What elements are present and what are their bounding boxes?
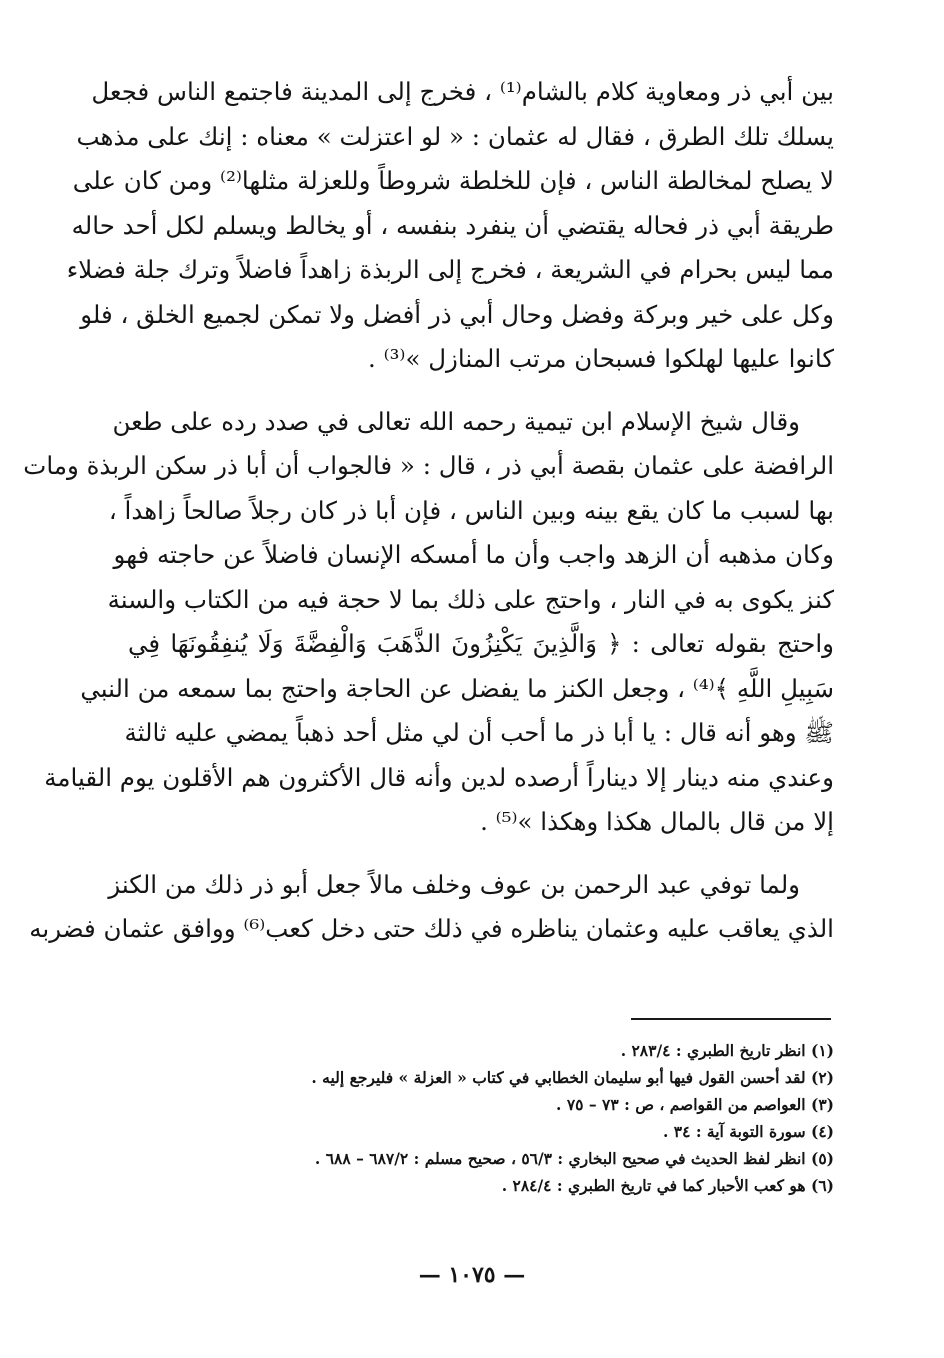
text-line: الذي يعاقب عليه وعثمان يناظره في ذلك حتى دخل كعب⁽⁶⁾ ووافق عثمان فضربه	[29, 914, 834, 943]
text-line: بين أبي ذر ومعاوية كلام بالشام⁽¹⁾ ، فخرج إلى المدينة فاجتمع الناس فجعل	[91, 77, 834, 106]
text-line: كانوا عليها لهلكوا فسبحان مرتب المنازل »⁽³⁾ .	[368, 344, 834, 373]
text-line: ﷺ وهو أنه قال : يا أبا ذر ما أحب أن لي مثل أحد ذهباً يمضي عليه ثالثة	[124, 718, 834, 747]
text-line: كنز يكوى به في النار ، واحتج على ذلك بما لا حجة فيه من الكتاب والسنة	[107, 584, 834, 614]
text-line: وقال شيخ الإسلام ابن تيمية رحمه الله تعالى في صدد رده على طعن	[112, 406, 800, 436]
text-line: بها لسبب ما كان يقع بينه وبين الناس ، فإن أبا ذر كان رجلاً صالحاً زاهداً ،	[108, 495, 834, 525]
footnote-2: (٢) لقد أحسن القول فيها أبو سليمان الخطابي في كتاب « العزلة » فليرجع إليه .	[311, 1068, 834, 1087]
paragraph-2	[23, 400, 834, 845]
text-line: وكان مذهبه أن الزهد واجب وأن ما أمسكه الإنسان فاضلاً عن حاجته فهو	[113, 540, 834, 569]
paragraph-3	[29, 863, 834, 952]
text-line: الرافضة على عثمان بقصة أبي ذر ، قال : « فالجواب أن أبا ذر سكن الربذة ومات	[23, 451, 834, 480]
footnote-5: (٥) انظر لفظ الحديث في صحيح البخاري : ٥٦/٣ ، صحيح مسلم : ٦٨٧/٢ – ٦٨٨ .	[314, 1149, 834, 1168]
text-line: يسلك تلك الطرق ، فقال له عثمان : « لو اعتزلت » معناه : إنك على مذهب	[76, 121, 834, 151]
footnote-1: (١) انظر تاريخ الطبري : ٢٨٣/٤ .	[620, 1041, 834, 1060]
quran-verse-line: سَبِيلِ اللَّهِ ﴾⁽⁴⁾ ، وجعل الكنز ما يفضل عن الحاجة واحتج بما سمعه من النبي	[80, 673, 834, 703]
footnote-6: (٦) هو كعب الأحبار كما في تاريخ الطبري : ٢٨٤/٤ .	[501, 1176, 834, 1195]
text-line: ولما توفي عبد الرحمن بن عوف وخلف مالاً جعل أبو ذر ذلك من الكنز	[108, 869, 800, 899]
page-number: — ١٠٧٥ —	[418, 1262, 526, 1288]
footnote-separator	[631, 1018, 831, 1020]
text-line: مما ليس بحرام في الشريعة ، فخرج إلى الربذة زاهداً فاضلاً وترك جلة فضلاء	[66, 255, 834, 284]
paragraph-1	[66, 70, 834, 382]
quran-verse-line: واحتج بقوله تعالى : ﴿ وَالَّذِينَ يَكْنِزُونَ الذَّهَبَ وَالْفِضَّةَ وَلَا يُنفِقُونَهَا فِي	[128, 629, 834, 658]
text-line: وعندي منه دينار إلا ديناراً أرصده لدين وأنه قال الأكثرون هم الأقلون يوم القيامة	[44, 762, 834, 792]
text-line: لا يصلح لمخالطة الناس ، فإن للخلطة شروطاً وللعزلة مثلها⁽²⁾ ومن كان على	[72, 166, 834, 195]
footnotes	[128, 1037, 834, 1199]
text-line: إلا من قال بالمال هكذا وهكذا »⁽⁵⁾ .	[480, 807, 834, 836]
text-line: طريقة أبي ذر فحاله يقتضي أن ينفرد بنفسه ، أو يخالط ويسلم لكل أحد حاله	[71, 210, 834, 240]
text-line: وكل على خير وبركة وفضل وحال أبي ذر أفضل ولا تمكن لجميع الخلق ، فلو	[80, 299, 834, 329]
footnote-3: (٣) العواصم من القواصم ، ص : ٧٣ – ٧٥ .	[556, 1095, 834, 1114]
footnote-4: (٤) سورة التوبة آية : ٣٤ .	[662, 1122, 834, 1141]
